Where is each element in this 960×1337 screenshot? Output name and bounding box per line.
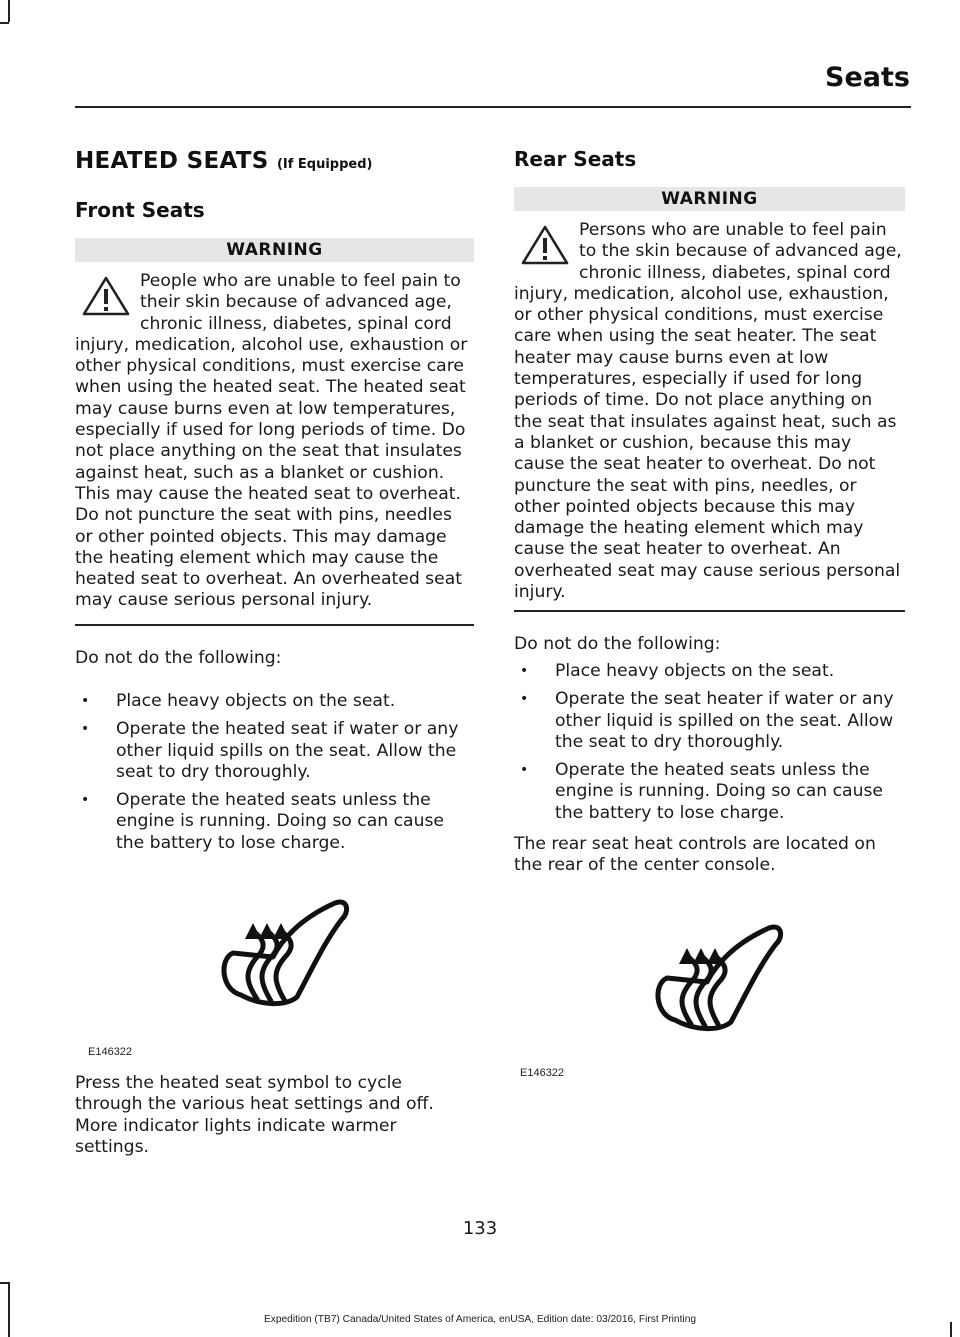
page-number: 133 — [462, 1218, 498, 1239]
page-header-title: Seats — [825, 62, 910, 93]
heated-seat-icon — [215, 895, 355, 1015]
crop-mark — [8, 0, 10, 22]
list-item: • Place heavy objects on the seat. — [514, 661, 905, 682]
heated-seat-icon — [649, 920, 789, 1040]
section-heading-text: HEATED SEATS — [75, 148, 269, 174]
warning-divider — [75, 624, 474, 626]
front-seats-heading: Front Seats — [75, 198, 205, 222]
precaution-list — [75, 691, 474, 861]
warning-divider — [514, 610, 905, 612]
figure-code: E146322 — [520, 1067, 565, 1079]
after-bullets-text: The rear seat heat controls are located on the rear of the center console. — [514, 834, 876, 876]
after-figure-text: Press the heated seat symbol to cycle through the various heat settings and off. More indicator lights indicate warmer settings. — [75, 1073, 434, 1157]
header-divider — [75, 106, 911, 108]
rear-seats-heading: Rear Seats — [514, 147, 637, 171]
warning-text: People who are unable to feel pain to their skin because of advanced age, chronic illness, diabetes, spinal cord injury, medication, alcohol use, exhaustion or other physical conditions, must exercise care when using the heated seat. The heated seat may cause burns even at low temperatures, especially if used for long periods of time. Do not place anything on the seat that insulates against heat, such as a blanket or cushion. This may cause the heated seat to overheat. Do not puncture the seat with pins, needles or other pointed objects. This may damage the heating element which may cause the heated seat to overheat. An overheated seat may cause serious personal injury. — [75, 271, 468, 611]
section-heading — [75, 148, 372, 174]
page-footer: Expedition (TB7) Canada/United States of America, enUSA, Edition date: 03/2016, First Printing — [263, 1314, 697, 1325]
list-item: • Operate the heated seats unless the engine is running. Doing so can cause the battery to lose charge. — [75, 790, 474, 854]
list-item: • Place heavy objects on the seat. — [75, 691, 474, 712]
list-item: • Operate the heated seats unless the engine is running. Doing so can cause the battery to lose charge. — [514, 760, 905, 824]
list-item: • Operate the seat heater if water or any other liquid is spilled on the seat. Allow the seat to dry thoroughly. — [514, 689, 905, 753]
warning-triangle-icon — [81, 275, 131, 317]
crop-mark — [0, 1282, 9, 1284]
warning-banner: WARNING — [75, 238, 474, 262]
crop-mark — [0, 22, 9, 24]
precaution-list — [514, 661, 905, 831]
warning-triangle-icon — [520, 224, 570, 266]
crop-mark — [8, 1282, 10, 1337]
intro-text: Do not do the following: — [514, 634, 721, 654]
warning-text-block — [75, 271, 474, 612]
list-item: • Operate the heated seat if water or any other liquid spills on the seat. Allow the seat to dry thoroughly. — [75, 719, 474, 783]
warning-text: Persons who are unable to feel pain to the skin because of advanced age, chronic illness, diabetes, spinal cord injury, medication, alcohol use, exhaustion, or other physical conditions, must exercise care when using the seat heater. The seat heater may cause burns even at low temperatures, especially if used for long periods of time. Do not place anything on the seat that insulates against heat, such as a blanket or cushion, because this may cause the seat heater to overheat. Do not puncture the seat with pins, needles, or other pointed objects because this may damage the heating element which may cause the seat heater to overheat. An overheated seat may cause serious personal injury. — [514, 220, 902, 603]
section-heading-suffix: (If Equipped) — [276, 157, 373, 172]
warning-banner: WARNING — [514, 187, 905, 211]
intro-text: Do not do the following: — [75, 648, 282, 668]
warning-text-block — [514, 220, 905, 603]
figure-code: E146322 — [88, 1046, 133, 1058]
